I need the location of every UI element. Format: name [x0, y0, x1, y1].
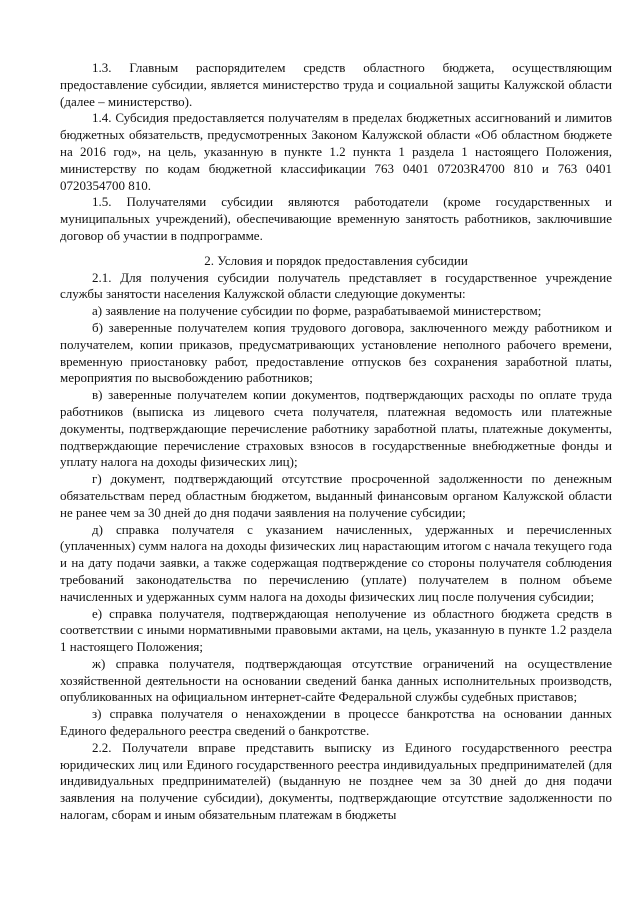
paragraph-1-4: 1.4. Субсидия предоставляется получателям в пределах бюджетных ассигнований и лимитов бюджетных обязательств, предусмотренных Законом Калужской области «Об областном бюджете на 2016 год», на цель, указанную в пункте 1.2 пункта 1 раздела 1 настоящего Положения, министерству по кодам бюджетной классификации 763 0401 07203R4700 810 и 763 0401 0720354700 810.: [60, 110, 612, 193]
list-item-g: г) документ, подтверждающий отсутствие просроченной задолженности по денежным обязательствам перед областным бюджетом, выданный финансовым органом Калужской области не ранее чем за 30 дней до дня подачи заявления на получение субсидии;: [60, 471, 612, 520]
list-item-v: в) заверенные получателем копии документов, подтверждающих расходы по оплате труда работников (выписка из лицевого счета получателя, платежная ведомость или платежные документы, подтверждающие перечисление работнику заработной платы, платежные документы, подтверждающие перечисление страховых взносов в государственные внебюджетные фонды и уплату налога на доходы физических лиц);: [60, 387, 612, 470]
paragraph-2-1: 2.1. Для получения субсидии получатель представляет в государственное учреждение службы занятости населения Калужской области следующие документы:: [60, 269, 612, 302]
list-item-zh: ж) справка получателя, подтверждающая отсутствие ограничений на осуществление хозяйственной деятельности на основании сведений банка данных исполнительных производств, опубликованных на официальном интернет-сайте Федеральной службы судебных приставов;: [60, 655, 612, 705]
section-heading: 2. Условия и порядок предоставления субсидии: [204, 252, 468, 268]
paragraph-1-3: 1.3. Главным распорядителем средств областного бюджета, осуществляющим предоставление субсидии, является министерство труда и социальной защиты Калужской области (далее – министерство).: [60, 60, 612, 109]
list-item-b: б) заверенные получателем копия трудового договора, заключенного между работником и получателем, копии приказов, предусматривающих установление неполного рабочего времени, временную приостановку работ, предоставление отпусков без сохранения заработной платы, мероприятия по высвобождению работников;: [60, 319, 612, 386]
document-page: [60, 60, 612, 824]
list-item-d: д) справка получателя с указанием начисленных, удержанных и перечисленных (уплаченных) сумм налога на доходы физических лиц нарастающим итогом с начала текущего года и на дату подачи заявки, а также содержащая подтверждение со стороны получателя соблюдения требований законодательства по перечислению (уплате) получателем в полном объеме начисленных и удержанных сумм налога на доходы физических лиц после получения субсидии;: [60, 521, 612, 604]
list-item-e: е) справка получателя, подтверждающая неполучение из областного бюджета средств в соответствии с иными нормативными правовыми актами, на цель, указанную в пункте 1.2 раздела 1 настоящего Положения;: [60, 605, 612, 655]
list-item-a: а) заявление на получение субсидии по форме, разрабатываемой министерством;: [92, 303, 542, 319]
paragraph-1-5: 1.5. Получателями субсидии являются работодатели (кроме государственных и муниципальных учреждений), обеспечивающие временную занятость работников, заключившие договор об участии в подпрограмме.: [60, 194, 612, 243]
paragraph-2-2: 2.2. Получатели вправе представить выписку из Единого государственного реестра юридических лиц или Единого государственного реестра индивидуальных предпринимателей (для индивидуальных предпринимателей) (выданную не позднее чем за 30 дней до дня подачи заявления на получение субсидии), документы, подтверждающие отсутствие задолженности по налогам, сборам и иным обязательным платежам в бюджеты: [60, 739, 612, 823]
list-item-z: з) справка получателя о ненахождении в процессе банкротства на основании данных Единого федерального реестра сведений о банкротстве.: [60, 706, 612, 739]
